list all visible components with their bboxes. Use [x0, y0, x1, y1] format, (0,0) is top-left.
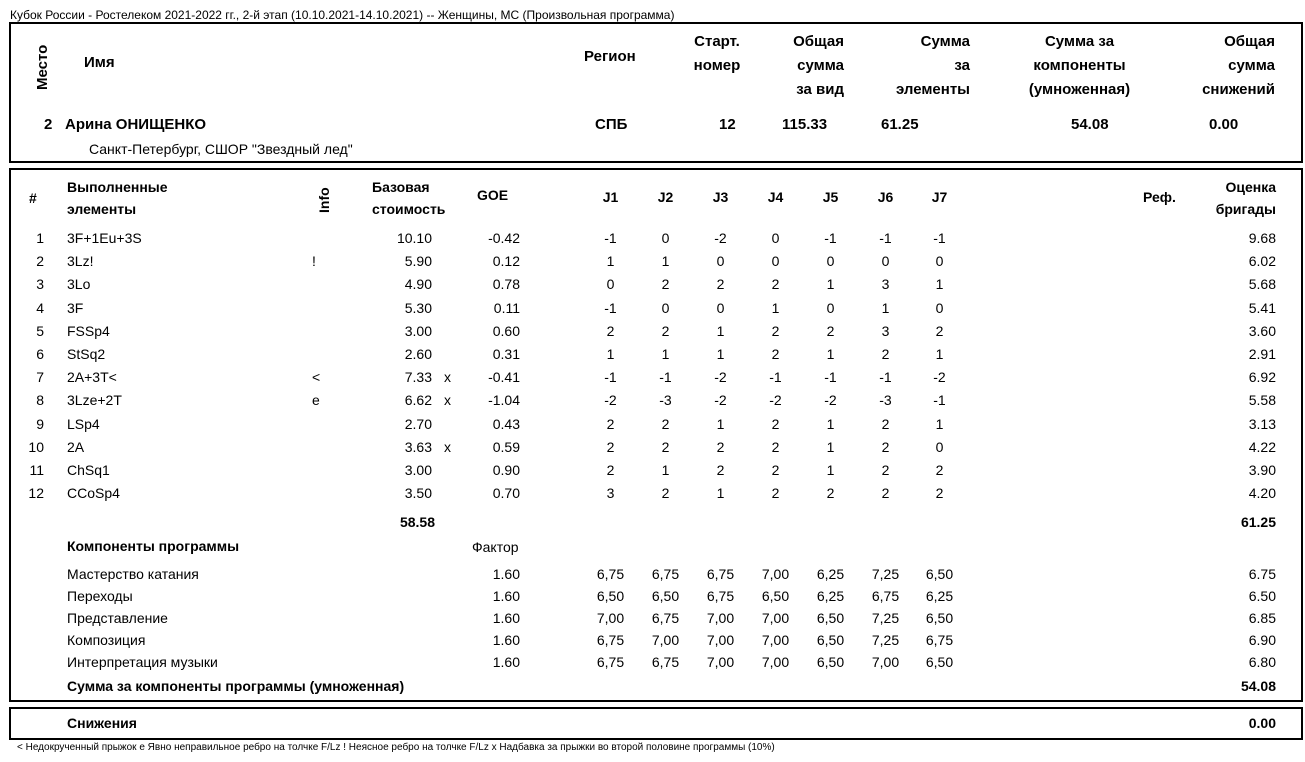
element-judge-j3: 2 — [716, 276, 725, 293]
element-code: 3F — [67, 299, 84, 316]
components-sum-value: 54.08 — [1240, 678, 1276, 694]
components-sum-label: Сумма за компоненты (умноженная) — [1028, 33, 1131, 98]
skater-start-number: 12 — [719, 116, 736, 133]
element-judge-j4: 0 — [771, 253, 780, 270]
element-judge-j7: 0 — [935, 438, 944, 455]
region-label: Регион — [584, 48, 636, 65]
judge-header-j1: J1 — [602, 189, 619, 205]
element-judge-j5: 2 — [826, 322, 835, 339]
component-judge-j2: 6,50 — [651, 588, 680, 604]
elements-sum-label: Сумма за элементы — [895, 33, 970, 98]
skater-name: Арина ОНИЩЕНКО — [65, 116, 207, 133]
element-number: 9 — [36, 415, 44, 432]
element-judge-j3: 0 — [716, 253, 725, 270]
component-name: Мастерство катания — [67, 566, 199, 582]
component-score: 6.90 — [1248, 632, 1276, 648]
skater-total: 115.33 — [782, 116, 828, 133]
element-judge-j5: 1 — [826, 276, 835, 293]
element-number: 1 — [36, 230, 44, 246]
element-goe: -0.42 — [488, 230, 520, 246]
element-code: 3F+1Eu+3S — [67, 230, 142, 246]
element-panel-score: 5.58 — [1248, 392, 1276, 409]
element-judge-j2: 0 — [661, 230, 670, 246]
component-score: 6.80 — [1248, 654, 1276, 670]
component-factor: 1.60 — [492, 654, 520, 670]
element-judge-j1: 1 — [606, 346, 615, 362]
element-judge-j3: 1 — [716, 485, 725, 502]
element-judge-j4: -2 — [769, 392, 782, 409]
element-judge-j5: 1 — [826, 346, 835, 362]
element-judge-j7: 0 — [935, 253, 944, 270]
element-base-value: 3.63 — [404, 438, 432, 455]
base-value-total: 58.58 — [399, 514, 435, 530]
element-judge-j5: -2 — [824, 392, 837, 409]
component-judge-j4: 7,00 — [761, 610, 790, 626]
element-judge-j2: 1 — [661, 346, 670, 362]
element-code: ChSq1 — [67, 462, 110, 478]
element-judge-j3: 2 — [716, 438, 725, 455]
component-judge-j2: 7,00 — [651, 632, 680, 648]
component-judge-j7: 6,50 — [925, 566, 954, 582]
element-goe: 0.78 — [492, 276, 520, 293]
panel-score-total: 61.25 — [1240, 514, 1276, 530]
component-judge-j2: 6,75 — [651, 566, 680, 582]
judge-header-j7: J7 — [931, 189, 948, 205]
component-judge-j2: 6,75 — [651, 654, 680, 670]
skater-deductions: 0.00 — [1209, 116, 1239, 133]
element-code: 2A+3T< — [67, 369, 117, 386]
element-code: StSq2 — [67, 346, 106, 362]
element-number: 8 — [36, 392, 44, 409]
name-label: Имя — [84, 54, 115, 71]
element-goe: 0.60 — [492, 322, 520, 339]
element-judge-j3: 1 — [716, 346, 725, 362]
component-name: Представление — [67, 610, 168, 626]
element-judge-j6: 2 — [881, 462, 890, 478]
component-judge-j7: 6,50 — [925, 654, 954, 670]
element-bonus-mark: x — [444, 438, 451, 455]
deductions-label: Снижения — [67, 715, 137, 731]
element-judge-j2: 1 — [661, 462, 670, 478]
components-sum-label-row: Сумма за компоненты программы (умноженная) — [67, 678, 405, 694]
component-judge-j1: 6,75 — [596, 632, 625, 648]
component-judge-j5: 6,25 — [816, 588, 845, 604]
judge-header-j3: J3 — [712, 189, 729, 205]
element-judge-j2: -3 — [659, 392, 672, 409]
element-number: 5 — [36, 322, 44, 339]
element-judge-j1: -2 — [604, 392, 617, 409]
element-bonus-mark: x — [444, 392, 451, 409]
element-judge-j2: 2 — [661, 485, 670, 502]
col-num-header: # — [29, 190, 37, 206]
element-code: CCoSp4 — [67, 485, 120, 502]
element-panel-score: 3.60 — [1248, 322, 1276, 339]
component-judge-j6: 7,25 — [871, 632, 900, 648]
element-goe: 0.43 — [492, 415, 520, 432]
element-panel-score: 4.20 — [1248, 485, 1276, 502]
component-judge-j7: 6,75 — [925, 632, 954, 648]
component-judge-j5: 6,50 — [816, 632, 845, 648]
start-number-label: Старт. номер — [693, 33, 741, 74]
element-judge-j1: 2 — [606, 415, 615, 432]
element-panel-score: 6.92 — [1248, 369, 1276, 386]
element-base-value: 3.00 — [404, 462, 432, 478]
col-goe-header: GOE — [477, 187, 509, 203]
element-bonus-mark: x — [444, 369, 451, 386]
component-judge-j2: 6,75 — [651, 610, 680, 626]
component-name: Переходы — [67, 588, 133, 604]
judge-header-j4: J4 — [767, 189, 784, 205]
element-code: LSp4 — [67, 415, 100, 432]
element-number: 11 — [29, 462, 44, 478]
component-score: 6.50 — [1248, 588, 1276, 604]
element-judge-j4: -1 — [769, 369, 782, 386]
place-label: Место — [34, 44, 51, 90]
element-judge-j6: 2 — [881, 438, 890, 455]
element-panel-score: 3.13 — [1248, 415, 1276, 432]
element-panel-score: 9.68 — [1248, 230, 1276, 246]
element-goe: -0.41 — [488, 369, 520, 386]
skater-elements-score: 61.25 — [881, 116, 919, 133]
element-info: e — [312, 392, 320, 409]
component-judge-j5: 6,50 — [816, 654, 845, 670]
element-panel-score: 2.91 — [1248, 346, 1276, 362]
element-base-value: 3.50 — [404, 485, 432, 502]
element-number: 10 — [28, 438, 44, 455]
element-judge-j7: 2 — [935, 485, 944, 502]
element-judge-j7: -2 — [933, 369, 946, 386]
element-judge-j7: 2 — [935, 462, 944, 478]
element-code: 3Lze+2T — [67, 392, 122, 409]
element-judge-j5: 1 — [826, 462, 835, 478]
element-judge-j3: 2 — [716, 462, 725, 478]
skater-place: 2 — [44, 116, 53, 133]
element-code: 3Lo — [67, 276, 91, 293]
element-judge-j6: 2 — [881, 346, 890, 362]
element-judge-j6: 3 — [881, 322, 890, 339]
component-judge-j3: 6,75 — [706, 588, 735, 604]
component-judge-j1: 6,75 — [596, 654, 625, 670]
element-judge-j3: 0 — [716, 299, 725, 316]
component-judge-j3: 7,00 — [706, 632, 735, 648]
element-judge-j5: -1 — [824, 369, 837, 386]
element-goe: 0.70 — [492, 485, 520, 502]
element-judge-j7: -1 — [933, 230, 946, 246]
element-judge-j6: 2 — [881, 485, 890, 502]
element-judge-j2: 2 — [661, 276, 670, 293]
element-judge-j7: 2 — [935, 322, 944, 339]
total-label: Общая сумма за вид — [793, 33, 844, 98]
component-score: 6.85 — [1248, 610, 1276, 626]
element-judge-j5: -1 — [824, 230, 837, 246]
col-panel-header: Оценка бригады — [1215, 179, 1276, 217]
element-judge-j2: 2 — [661, 415, 670, 432]
element-judge-j7: 0 — [935, 299, 944, 316]
element-number: 4 — [36, 299, 44, 316]
element-judge-j4: 1 — [771, 299, 780, 316]
component-judge-j3: 6,75 — [706, 566, 735, 582]
element-judge-j2: -1 — [659, 369, 672, 386]
element-code: 2A — [67, 438, 85, 455]
element-judge-j4: 2 — [771, 438, 780, 455]
element-judge-j6: -1 — [879, 230, 892, 246]
element-code: 3Lz! — [67, 253, 94, 270]
element-judge-j5: 0 — [826, 299, 835, 316]
element-panel-score: 6.02 — [1248, 253, 1276, 270]
element-info: < — [312, 369, 321, 386]
element-judge-j6: 2 — [881, 415, 890, 432]
component-judge-j5: 6,25 — [816, 566, 845, 582]
col-info-header: Info — [316, 187, 332, 213]
component-judge-j3: 7,00 — [706, 610, 735, 626]
component-judge-j7: 6,25 — [925, 588, 954, 604]
element-judge-j2: 0 — [661, 299, 670, 316]
legend-footnote: < Недокрученный прыжок e Явно неправильное ребро на толчке F/Lz ! Неясное ребро на толчке F/Lz x Надбавка за прыжки во второй половине программы (10%) — [17, 742, 775, 753]
page-title: Кубок России - Ростелеком 2021-2022 гг., 2-й этап (10.10.2021-14.10.2021) -- Женщины, МС (Произвольная программа) — [10, 8, 675, 22]
component-judge-j4: 7,00 — [761, 566, 790, 582]
element-panel-score: 4.22 — [1248, 438, 1276, 455]
component-judge-j6: 7,25 — [871, 566, 900, 582]
element-judge-j3: -2 — [714, 369, 727, 386]
component-judge-j1: 6,50 — [596, 588, 625, 604]
element-judge-j7: -1 — [933, 392, 946, 409]
element-goe: 0.11 — [493, 299, 520, 316]
element-judge-j4: 2 — [771, 322, 780, 339]
element-goe: 0.12 — [492, 253, 520, 270]
element-number: 6 — [36, 346, 44, 362]
element-judge-j3: -2 — [714, 392, 727, 409]
component-judge-j6: 7,25 — [871, 610, 900, 626]
component-factor: 1.60 — [492, 588, 520, 604]
element-judge-j4: 2 — [771, 462, 780, 478]
element-info: ! — [312, 253, 316, 270]
col-base-header: Базовая стоимость — [372, 179, 446, 217]
component-judge-j6: 6,75 — [871, 588, 900, 604]
element-judge-j5: 0 — [826, 253, 835, 270]
components-title: Компоненты программы — [67, 538, 240, 554]
component-judge-j4: 6,50 — [761, 588, 790, 604]
element-base-value: 5.90 — [404, 253, 432, 270]
element-judge-j3: 1 — [716, 322, 725, 339]
element-judge-j4: 2 — [771, 346, 780, 362]
element-judge-j1: 2 — [606, 462, 615, 478]
element-judge-j1: 1 — [606, 253, 615, 270]
element-judge-j2: 2 — [661, 438, 670, 455]
element-judge-j3: -2 — [714, 230, 727, 246]
element-judge-j7: 1 — [935, 276, 944, 293]
component-factor: 1.60 — [492, 632, 520, 648]
component-name: Композиция — [67, 632, 146, 648]
element-number: 12 — [28, 485, 44, 502]
element-base-value: 2.60 — [404, 346, 432, 362]
col-ref-header: Реф. — [1143, 189, 1176, 205]
element-judge-j6: -1 — [879, 369, 892, 386]
element-number: 7 — [36, 369, 44, 386]
component-judge-j4: 7,00 — [761, 632, 790, 648]
element-base-value: 2.70 — [404, 415, 432, 432]
element-judge-j7: 1 — [935, 415, 944, 432]
element-panel-score: 5.41 — [1248, 299, 1276, 316]
element-judge-j1: -1 — [604, 369, 617, 386]
component-factor: 1.60 — [492, 566, 520, 582]
judge-header-j6: J6 — [877, 189, 894, 205]
deductions-sum-label: Общая сумма снижений — [1202, 33, 1275, 98]
component-judge-j5: 6,50 — [816, 610, 845, 626]
element-goe: 0.31 — [492, 346, 520, 362]
skater-components-score: 54.08 — [1071, 116, 1109, 133]
element-goe: 0.90 — [492, 462, 520, 478]
element-judge-j6: -3 — [879, 392, 892, 409]
element-judge-j3: 1 — [716, 415, 725, 432]
factor-header: Фактор — [472, 539, 519, 555]
element-judge-j6: 0 — [881, 253, 890, 270]
element-base-value: 10.10 — [396, 230, 432, 246]
element-panel-score: 3.90 — [1248, 462, 1276, 478]
element-judge-j6: 3 — [881, 276, 890, 293]
element-judge-j1: 2 — [606, 322, 615, 339]
component-name: Интерпретация музыки — [67, 654, 218, 670]
element-judge-j2: 2 — [661, 322, 670, 339]
element-judge-j4: 2 — [771, 276, 780, 293]
component-judge-j3: 7,00 — [706, 654, 735, 670]
element-base-value: 5.30 — [404, 299, 432, 316]
element-code: FSSp4 — [67, 322, 110, 339]
judge-header-j2: J2 — [657, 189, 674, 205]
element-judge-j1: 3 — [606, 485, 615, 502]
component-factor: 1.60 — [492, 610, 520, 626]
component-judge-j1: 6,75 — [596, 566, 625, 582]
element-judge-j1: -1 — [604, 230, 617, 246]
element-judge-j4: 2 — [771, 415, 780, 432]
element-panel-score: 5.68 — [1248, 276, 1276, 293]
element-judge-j2: 1 — [661, 253, 670, 270]
element-number: 2 — [36, 253, 44, 270]
component-judge-j1: 7,00 — [596, 610, 625, 626]
component-judge-j4: 7,00 — [761, 654, 790, 670]
element-base-value: 4.90 — [404, 276, 432, 293]
element-judge-j6: 1 — [881, 299, 890, 316]
component-judge-j6: 7,00 — [871, 654, 900, 670]
skater-club: Санкт-Петербург, СШОР "Звездный лед" — [89, 141, 353, 157]
element-base-value: 7.33 — [404, 369, 432, 386]
element-judge-j1: -1 — [604, 299, 617, 316]
component-score: 6.75 — [1248, 566, 1276, 582]
deductions-value: 0.00 — [1248, 715, 1276, 731]
element-judge-j7: 1 — [935, 346, 944, 362]
element-judge-j5: 2 — [826, 485, 835, 502]
deductions-box — [9, 707, 1303, 740]
judge-header-j5: J5 — [822, 189, 839, 205]
skater-region: СПБ — [595, 116, 628, 133]
element-goe: 0.59 — [492, 438, 520, 455]
element-number: 3 — [36, 276, 44, 293]
element-judge-j5: 1 — [826, 415, 835, 432]
element-judge-j1: 2 — [606, 438, 615, 455]
element-goe: -1.04 — [488, 392, 520, 409]
component-judge-j7: 6,50 — [925, 610, 954, 626]
element-base-value: 6.62 — [404, 392, 432, 409]
element-judge-j1: 0 — [606, 276, 615, 293]
element-base-value: 3.00 — [404, 322, 432, 339]
element-judge-j4: 2 — [771, 485, 780, 502]
element-judge-j5: 1 — [826, 438, 835, 455]
col-element-header: Выполненные элементы — [67, 179, 168, 217]
element-judge-j4: 0 — [771, 230, 780, 246]
